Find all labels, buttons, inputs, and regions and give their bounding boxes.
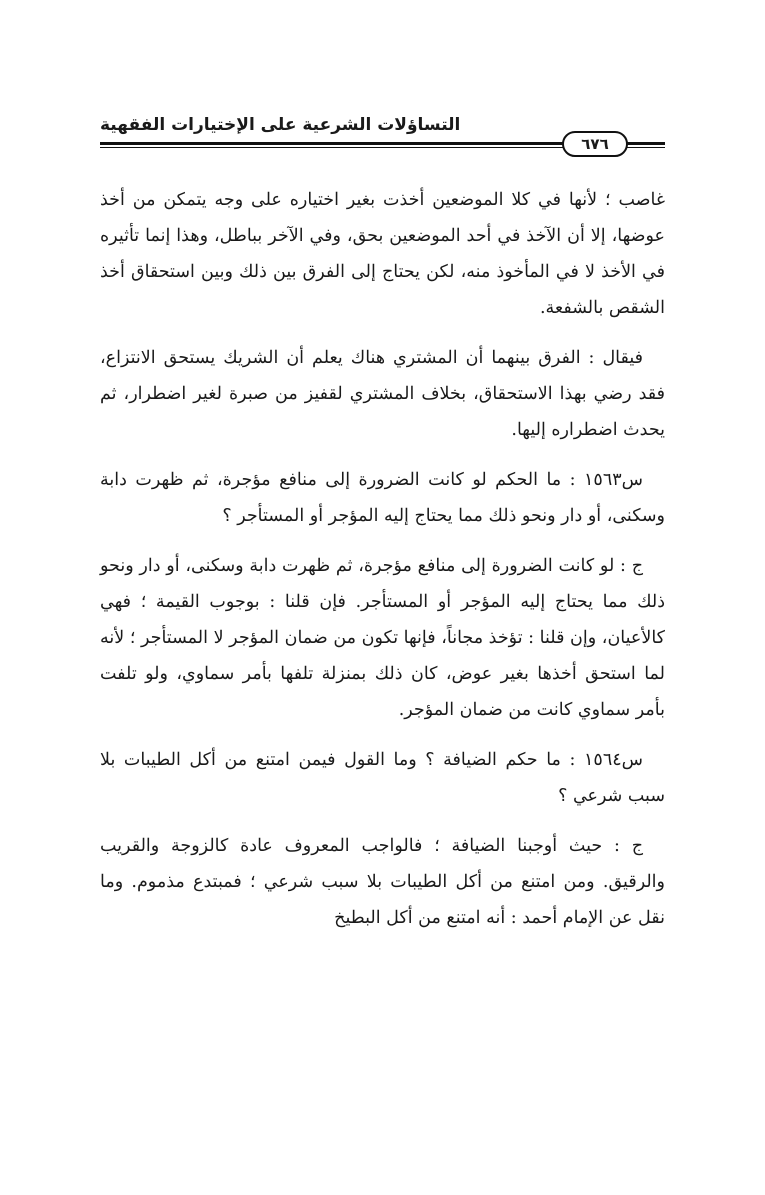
- page-number: ٦٧٦: [562, 131, 628, 157]
- paragraph: غاصب ؛ لأنها في كلا الموضعين أخذت بغير اختياره على وجه يتمكن من أخذ عوضها، إلا أن الآخذ في أحد الموضعين بحق، وفي الآخر بباطل، وهذا إنما تأثيره في الأخذ لا في المأخوذ منه، لكن يحتاج إلى الفرق بين ذلك وبين استحقاق أخذ الشقص بالشفعة.: [100, 190, 665, 318]
- answer-paragraph: ج : حيث أوجبنا الضيافة ؛ فالواجب المعروف عادة كالزوجة والقريب والرقيق. ومن امتنع من أكل الطيبات بلا سبب شرعي ؛ فمبتدع مذموم. وما نقل عن الإمام أحمد : أنه امتنع من أكل البطيخ: [100, 836, 665, 928]
- question-paragraph: س١٥٦٣ : ما الحكم لو كانت الضرورة إلى منافع مؤجرة، ثم ظهرت دابة وسكنى، أو دار ونحو ذلك مما يحتاج إليه المؤجر أو المستأجر ؟: [100, 470, 665, 526]
- body-text: [100, 182, 665, 950]
- running-title: التساؤلات الشرعية على الإختيارات الفقهية: [100, 115, 461, 135]
- paragraph: فيقال : الفرق بينهما أن المشتري هناك يعلم أن الشريك يستحق الانتزاع، فقد رضي بهذا الاستحقاق، بخلاف المشتري لقفيز من صبرة لغير اضطرار، ثم يحدث اضطراره إليها.: [100, 348, 665, 440]
- answer-paragraph: ج : لو كانت الضرورة إلى منافع مؤجرة، ثم ظهرت دابة وسكنى، أو دار ونحو ذلك مما يحتاج إليه المؤجر أو المستأجر. فإن قلنا : بوجوب القيمة ؛ فهي كالأعيان، وإن قلنا : تؤخذ مجاناً، فإنها تكون من ضمان المؤجر لا المستأجر ؛ لأنه لما استحق أخذها بغير عوض، كان ذلك بمنزلة تلفها بأمر سماوي، ولو تلفت بأمر سماوي كانت من ضمان المؤجر.: [100, 556, 665, 720]
- question-paragraph: س١٥٦٤ : ما حكم الضيافة ؟ وما القول فيمن امتنع من أكل الطيبات بلا سبب شرعي ؟: [100, 750, 665, 806]
- page-header: [100, 114, 665, 156]
